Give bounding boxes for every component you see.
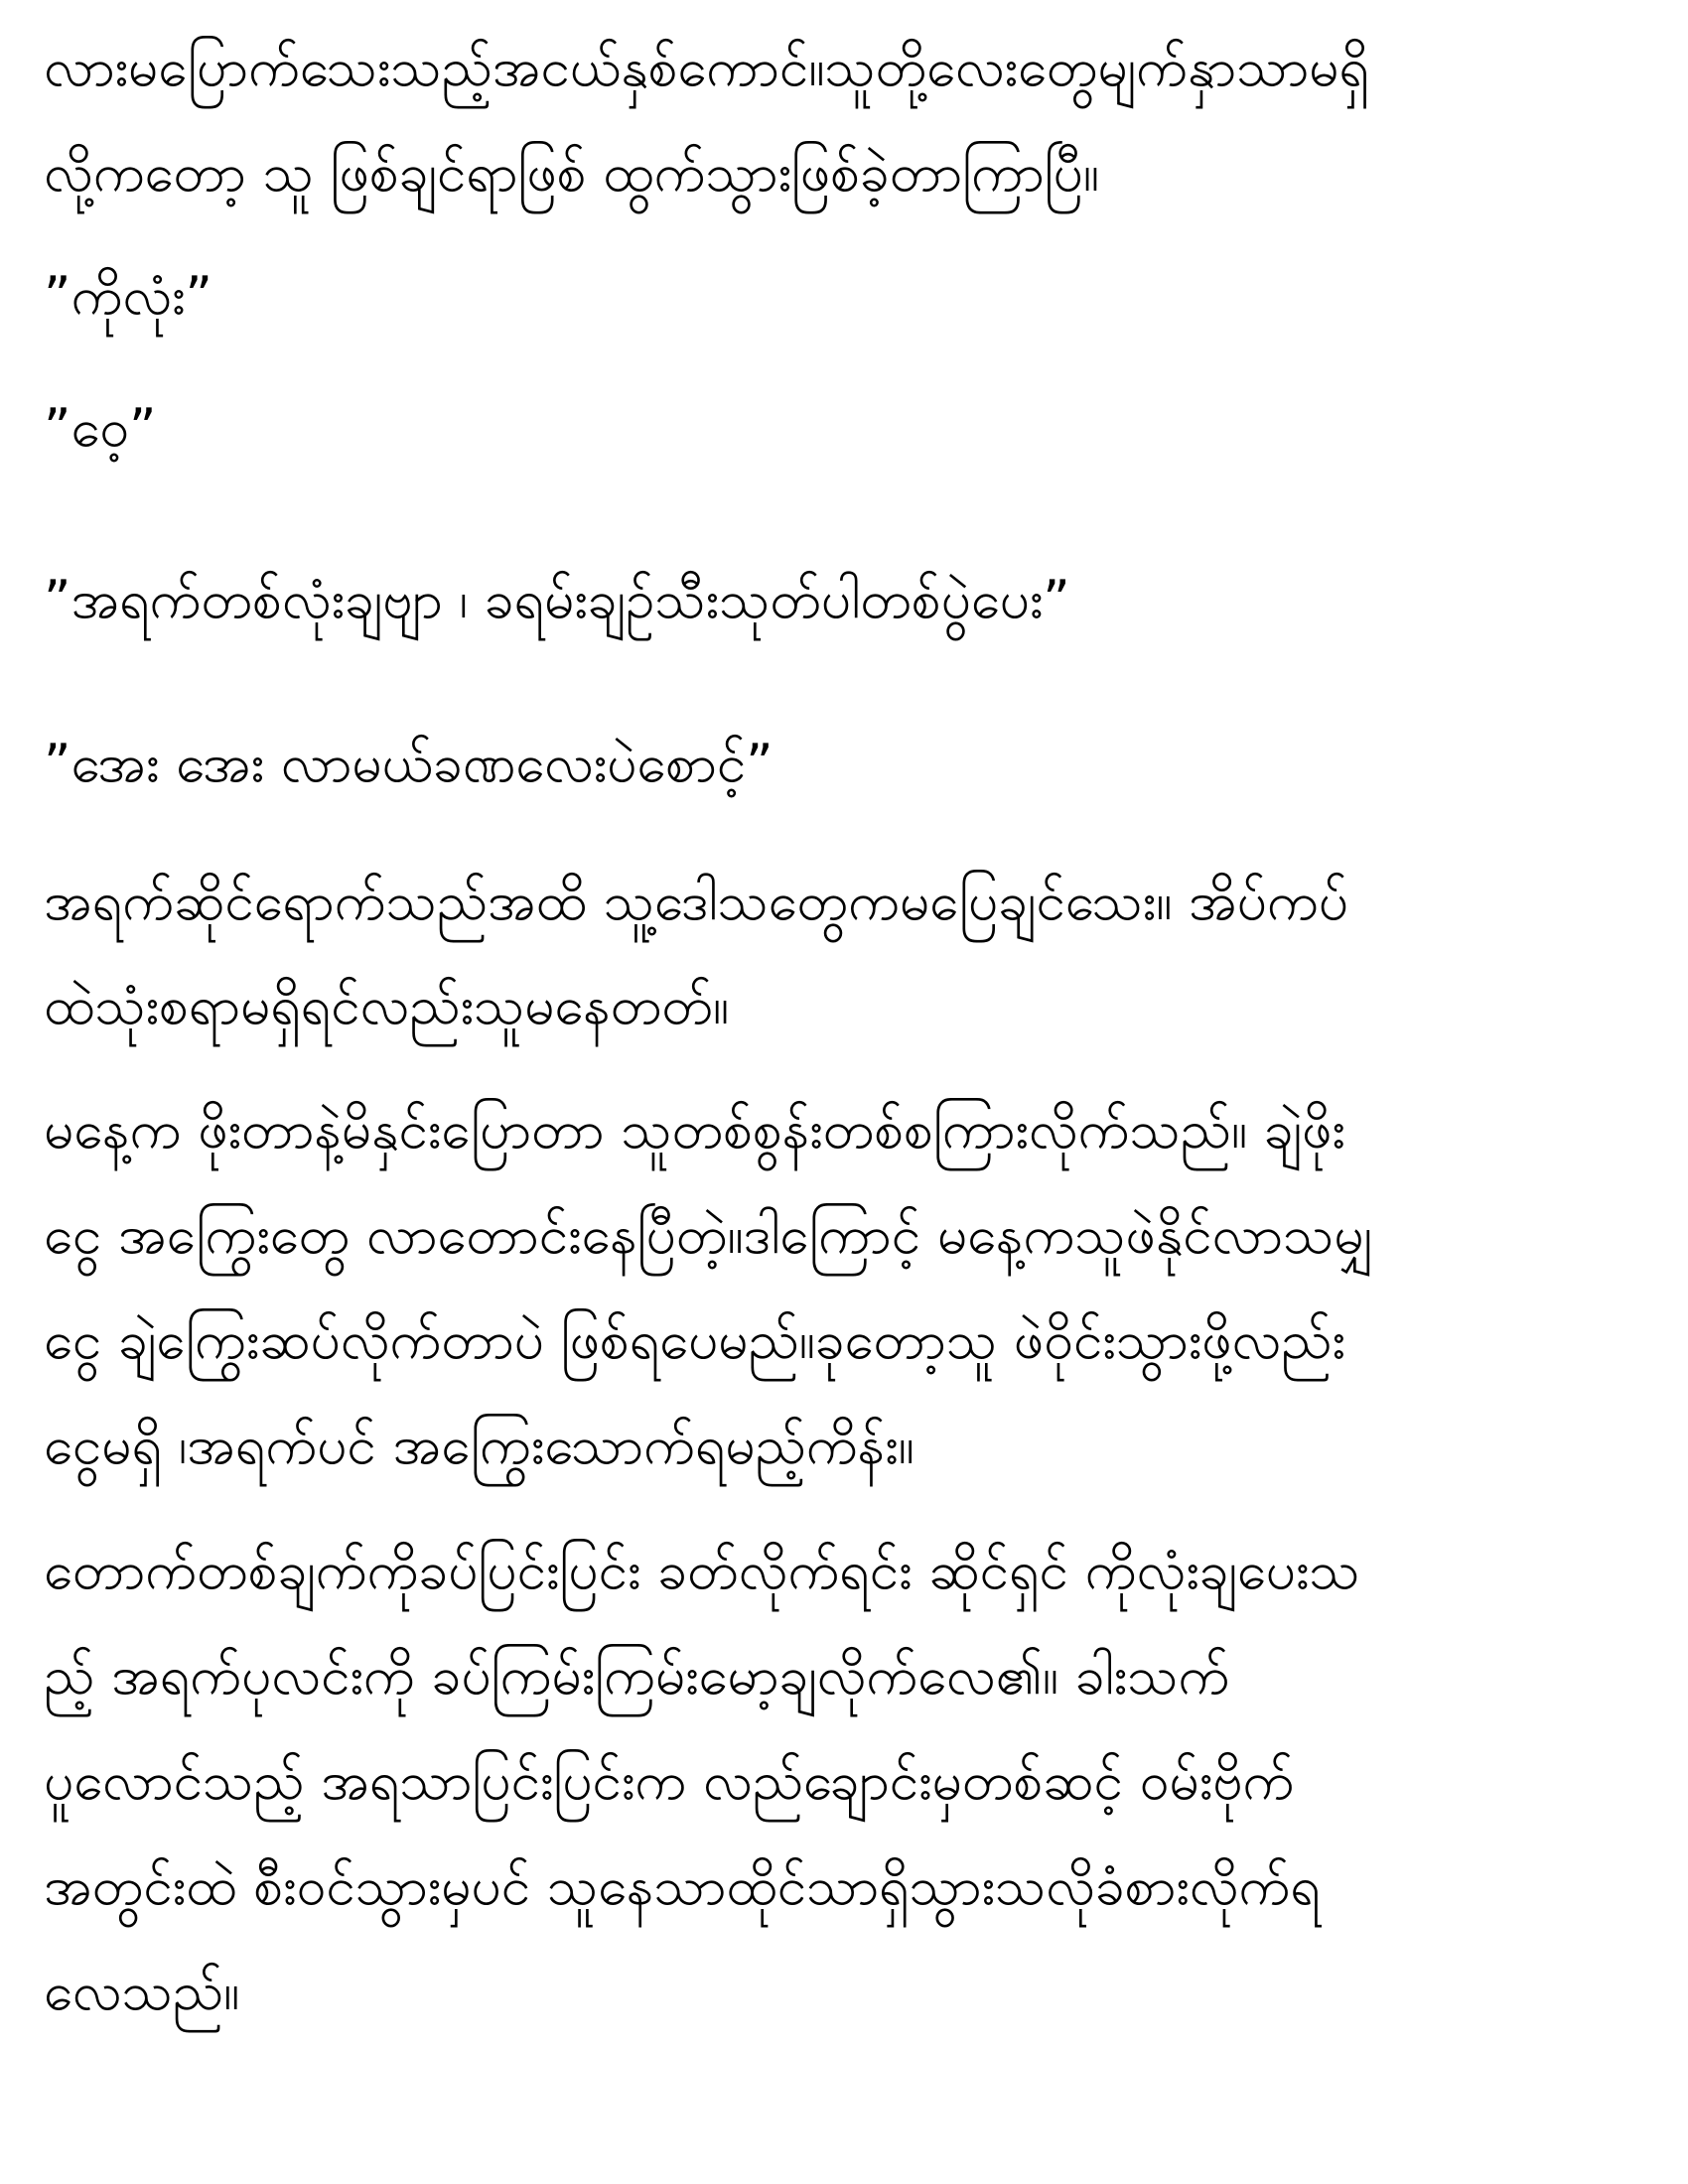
paragraph-line: ည့် အရက်ပုလင်းကို ခပ်ကြမ်းကြမ်းမော့ချလိုက်လေ၏။ ခါးသက် bbox=[44, 1646, 1230, 1706]
dialogue-line: ”အေး အေး လာမယ်ခဏလေးပဲစောင့်” bbox=[44, 734, 774, 794]
paragraph-line: အရက်ဆိုင်ရောက်သည်အထိ သူ့ဒေါသတွေကမပြေချင်သေး။ အိပ်ကပ် bbox=[44, 872, 1348, 932]
dialogue-line: ”အရက်တစ်လုံးချဗျာ ၊ ခရမ်းချဉ်သီးသုတ်ပါတစ်ပွဲပေး” bbox=[44, 570, 1070, 630]
paragraph-line: လို့ကတော့ သူ ဖြစ်ချင်ရာဖြစ် ထွက်သွားဖြစ်ခဲ့တာကြာပြီ။ bbox=[44, 143, 1099, 204]
paragraph-line: တောက်တစ်ချက်ကိုခပ်ပြင်းပြင်း ခတ်လိုက်ရင်း ဆိုင်ရှင် ကိုလုံးချပေးသ bbox=[44, 1541, 1360, 1601]
paragraph-line: ထဲသုံးစရာမရှိရင်လည်းသူမနေတတ်။ bbox=[44, 976, 729, 1036]
paragraph-line: လားမပြောက်သေးသည့်အငယ်နှစ်ကောင်။သူတို့လေးတွေမျက်နှာသာမရှိ bbox=[44, 38, 1369, 98]
dialogue-line: ”ဝေ့” bbox=[44, 398, 157, 459]
paragraph-line: ပူလောင်သည့် အရသာပြင်းပြင်းက လည်ချောင်းမှတစ်ဆင့် ဝမ်းဗိုက် bbox=[44, 1751, 1295, 1812]
paragraph-line: ငွေ ချဲကြွေးဆပ်လိုက်တာပဲ ဖြစ်ရပေမည်။ခုတော့သူ ဖဲဝိုင်းသွားဖို့လည်း bbox=[44, 1310, 1345, 1371]
paragraph-line: ငွေမရှိ ၊အရက်ပင် အကြွေးသောက်ရမည့်ကိန်း။ bbox=[44, 1416, 914, 1476]
paragraph-line: မနေ့က ဖိုးတာနဲ့မိနှင်းပြောတာ သူတစ်စွန်းတစ်စကြားလိုက်သည်။ ချဲဖိုး bbox=[44, 1100, 1345, 1160]
paragraph-line: လေသည်။ bbox=[44, 1962, 239, 2022]
paragraph-line: ငွေ အကြွေးတွေ လာတောင်းနေပြီတဲ့။ဒါကြောင့် မနေ့ကသူဖဲနိုင်လာသမျှ bbox=[44, 1205, 1374, 1266]
dialogue-line: ”ကိုလုံး” bbox=[44, 266, 212, 327]
paragraph-line: အတွင်းထဲ စီးဝင်သွားမှပင် သူနေသာထိုင်သာရှိသွားသလိုခံစားလိုက်ရ bbox=[44, 1856, 1321, 1917]
